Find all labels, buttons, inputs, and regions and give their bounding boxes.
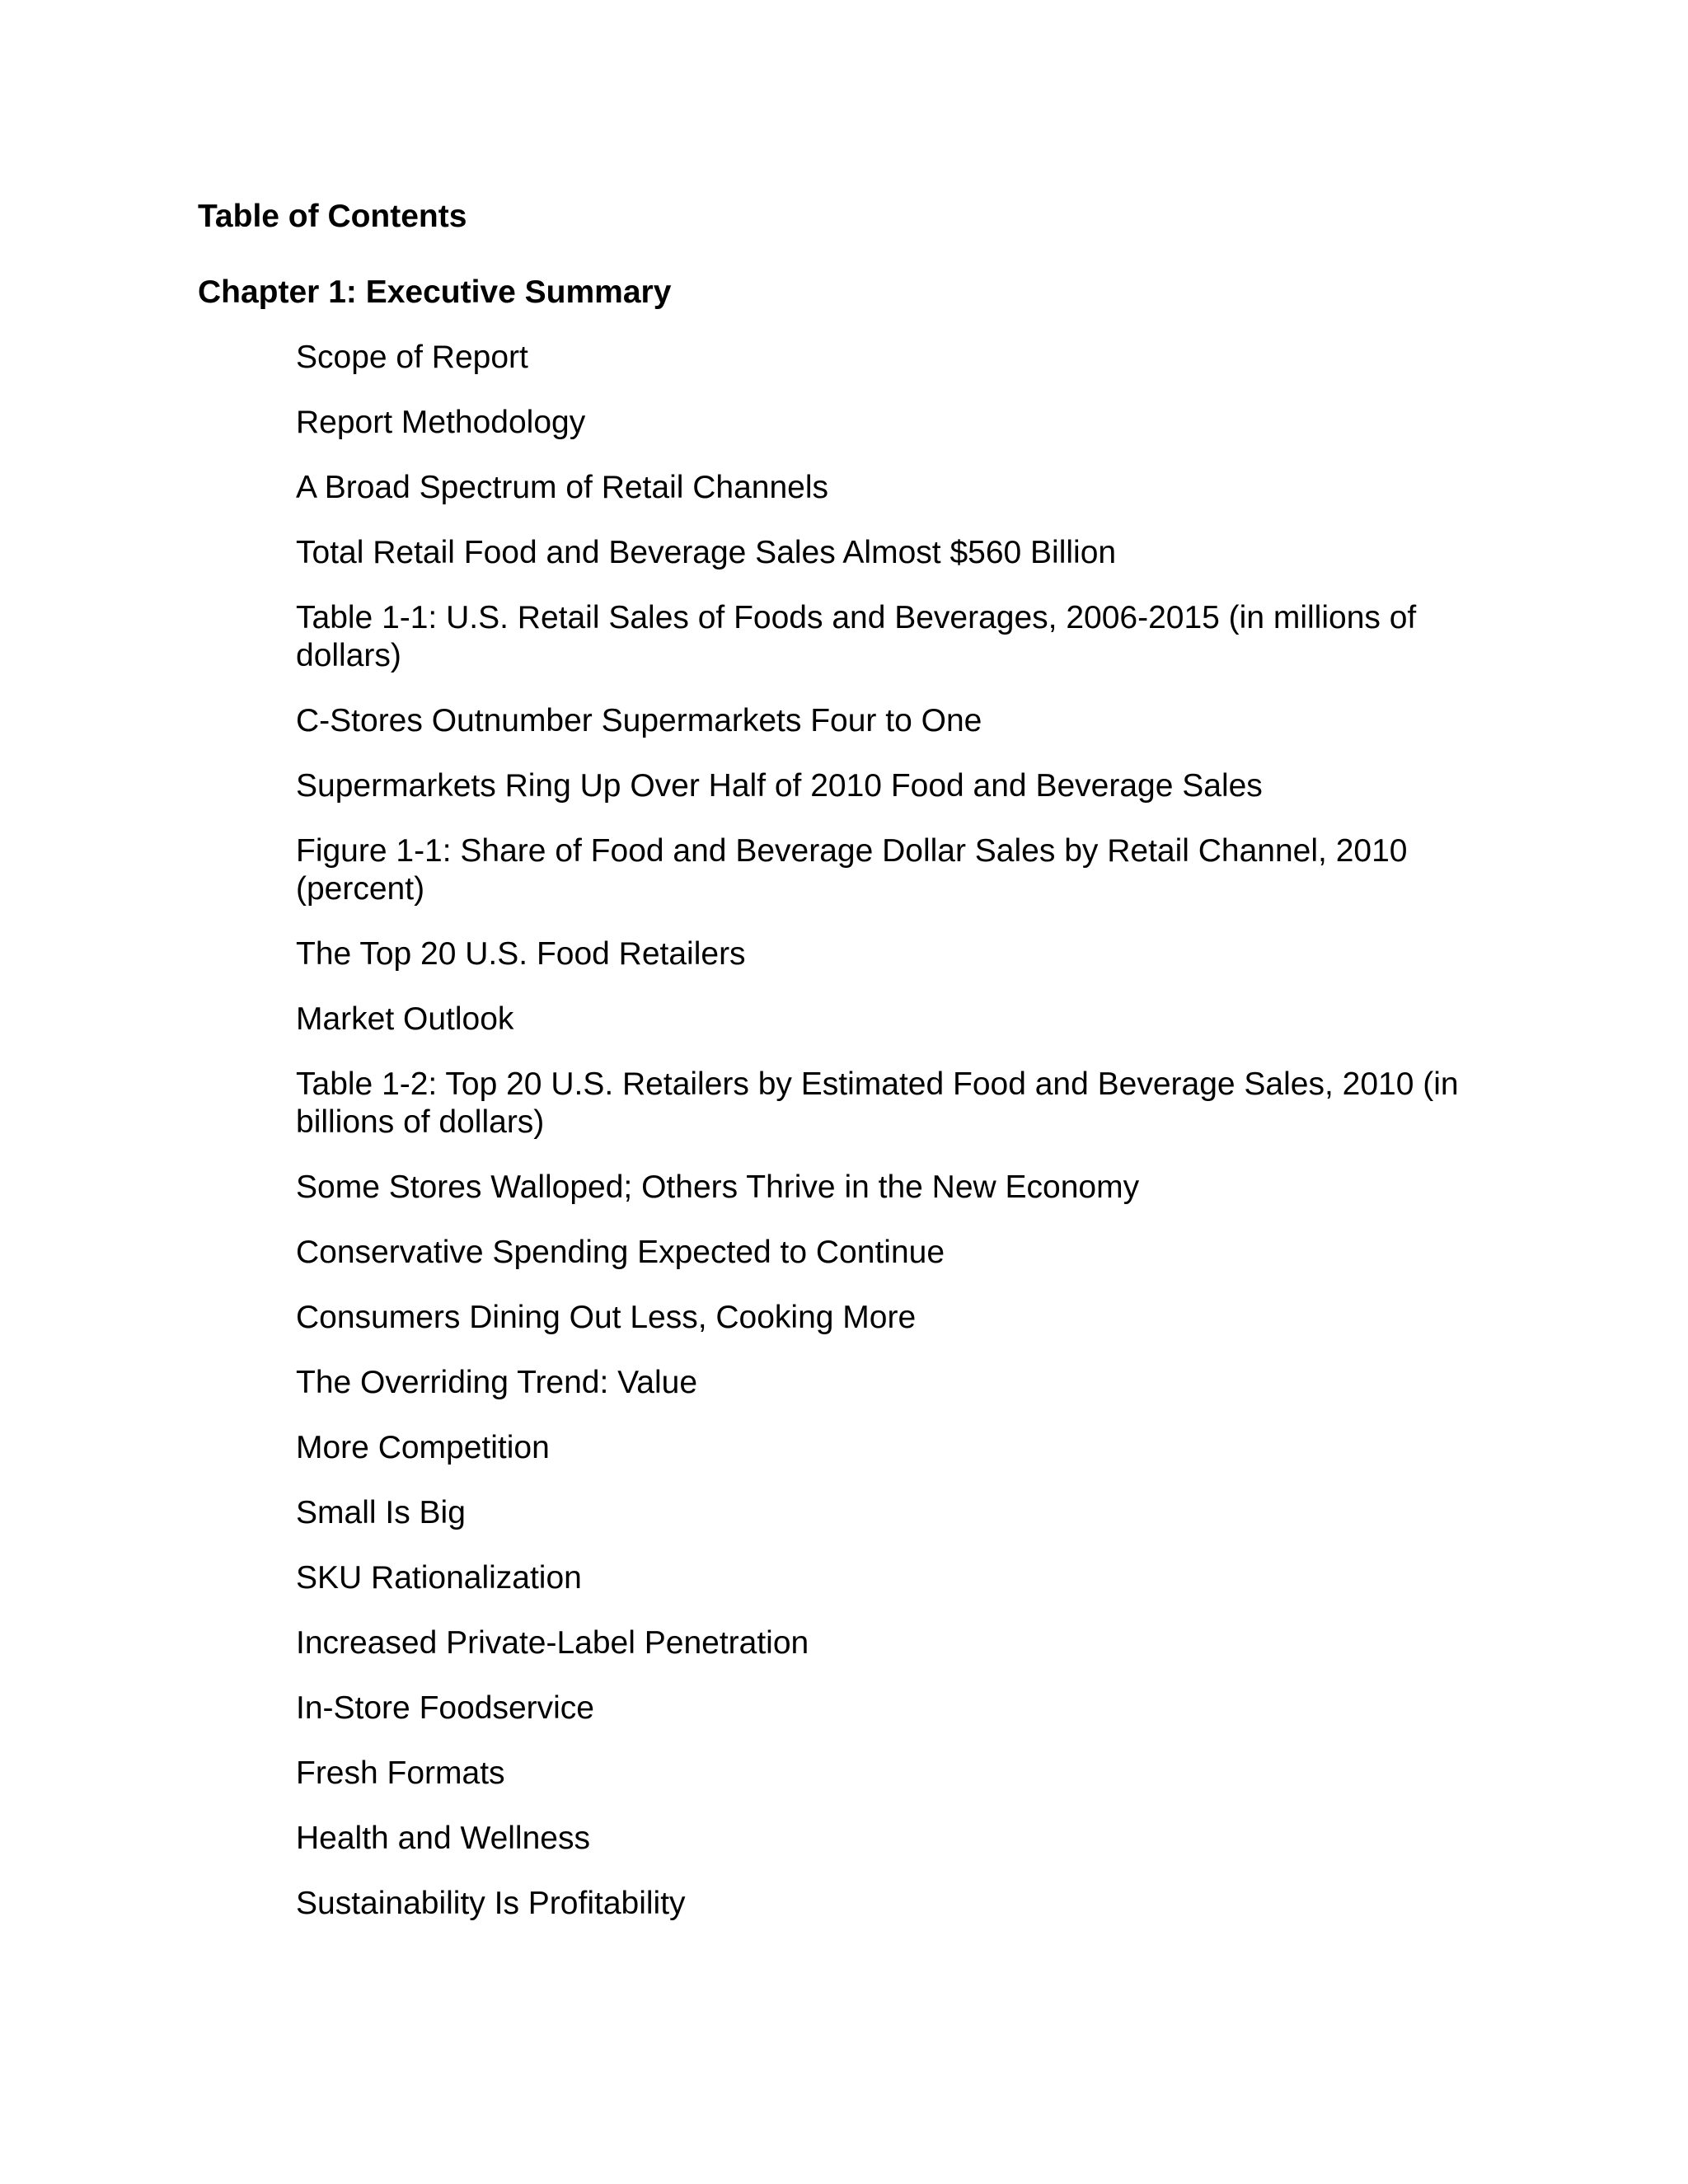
toc-entry: Sustainability Is Profitability — [296, 1886, 686, 1921]
toc-entry: The Top 20 U.S. Food Retailers — [296, 936, 746, 972]
toc-entry: A Broad Spectrum of Retail Channels — [296, 470, 829, 505]
toc-entry: Health and Wellness — [296, 1821, 590, 1856]
toc-entry: Market Outlook — [296, 1001, 514, 1037]
toc-entry: The Overriding Trend: Value — [296, 1365, 698, 1400]
toc-entry: Supermarkets Ring Up Over Half of 2010 Food and Beverage Sales — [296, 768, 1263, 804]
toc-entry: Small Is Big — [296, 1495, 466, 1530]
toc-entry: Table 1-2: Top 20 U.S. Retailers by Estimated Food and Beverage Sales, 2010 (in billions of dollars) — [296, 1066, 1459, 1140]
toc-entry: Consumers Dining Out Less, Cooking More — [296, 1300, 917, 1335]
toc-entry: Conservative Spending Expected to Continue — [296, 1235, 945, 1270]
toc-entry: Report Methodology — [296, 405, 586, 440]
toc-entry: Scope of Report — [296, 340, 528, 375]
toc-entry: More Competition — [296, 1430, 550, 1465]
toc-entry: Figure 1-1: Share of Food and Beverage Dollar Sales by Retail Channel, 2010 (percent) — [296, 833, 1408, 907]
toc-title: Table of Contents — [198, 199, 467, 234]
toc-entry: Increased Private-Label Penetration — [296, 1625, 809, 1661]
toc-entry: SKU Rationalization — [296, 1560, 582, 1596]
toc-entry: Fresh Formats — [296, 1755, 505, 1791]
toc-entry-list — [296, 339, 1466, 1950]
chapter-heading: Chapter 1: Executive Summary — [198, 274, 672, 310]
toc-entry: Total Retail Food and Beverage Sales Almost $560 Billion — [296, 535, 1117, 570]
toc-entry: C-Stores Outnumber Supermarkets Four to One — [296, 703, 982, 738]
toc-entry: In-Store Foodservice — [296, 1690, 594, 1726]
toc-entry: Some Stores Walloped; Others Thrive in the New Economy — [296, 1169, 1140, 1205]
toc-entry: Table 1-1: U.S. Retail Sales of Foods and Beverages, 2006-2015 (in millions of dollars) — [296, 600, 1417, 673]
